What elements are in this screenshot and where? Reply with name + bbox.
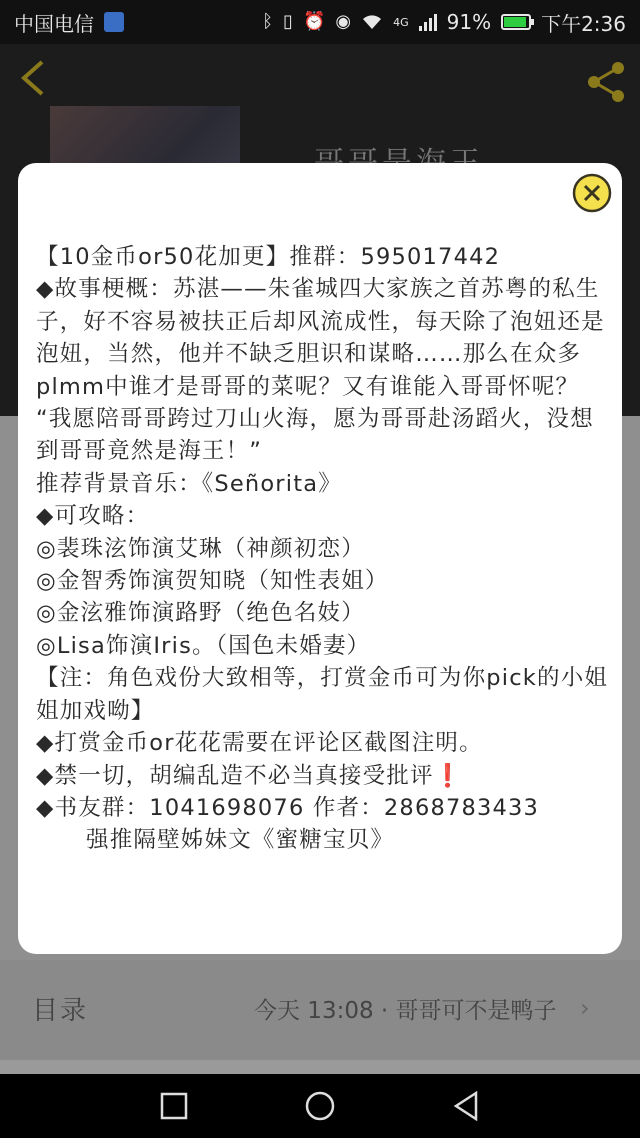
intro-line: ◎Lisa饰演Iris。（国色未婚妻） — [36, 632, 371, 659]
intro-line: 【10金币or50花加更】推群：595017442 — [36, 244, 501, 270]
eye-comfort-icon: ◉ — [335, 11, 352, 32]
status-bar — [0, 0, 640, 44]
home-button[interactable] — [302, 1088, 338, 1124]
app-notification-icon — [104, 12, 124, 32]
intro-line: ◆故事梗概：苏湛——朱雀城四大家族之首苏粤的私生子，好不容易被扶正后却风流成性，每天除了泡妞还是泡妞，当然，他并不缺乏胆识和谋略……那么在众多plmm中谁才是哥哥的菜呢？又有谁能入哥哥怀呢？ — [36, 276, 605, 400]
group-line: ◆书友群：1041698076 作者：2868783433 — [36, 794, 540, 821]
book-intro-dialog — [18, 163, 622, 954]
battery-icon — [501, 14, 531, 30]
intro-line: ◆打赏金币or花花需要在评论区截图注明。 — [36, 730, 483, 757]
battery-percent: 91% — [446, 10, 492, 34]
intro-line: ◆可攻略： — [36, 503, 150, 530]
intro-line: ◎金智秀饰演贺知晓（知性表姐） — [36, 568, 389, 595]
carrier-name: 中国电信 — [14, 11, 94, 36]
system-nav-bar — [0, 1074, 640, 1138]
close-circle-icon[interactable] — [572, 173, 612, 213]
clock: 下午2:36 — [541, 11, 626, 36]
alarm-icon: ⏰ — [302, 11, 326, 32]
wifi-icon — [361, 13, 383, 31]
catalog-label[interactable]: 目录 — [32, 996, 89, 1026]
battery-fill — [504, 17, 526, 27]
recommend-line: 强推隔壁姊妹文《蜜糖宝贝》 — [86, 827, 395, 854]
intro-line: 【注：角色戏份大致相等，打赏金币可为你pick的小姐姐加戏呦】 — [36, 665, 609, 724]
intro-line: ◎裴珠泫饰演艾琳（神颜初恋） — [36, 535, 365, 562]
share-icon[interactable] — [582, 58, 630, 106]
triangle-back-icon — [452, 1091, 480, 1121]
intro-line: ◆禁一切，胡编乱造不必当真接受批评 — [36, 762, 434, 789]
intro-line: ◎金泫雅饰演路野（绝色名妓） — [36, 600, 365, 627]
chevron-right-icon: › — [580, 994, 590, 1022]
bluetooth-icon: ᛒ — [262, 11, 274, 32]
back-button[interactable] — [448, 1088, 484, 1124]
network-type: 4G — [393, 15, 409, 29]
intro-line: 推荐背景音乐：《Señorita》 — [36, 470, 342, 497]
intro-line-with-alert — [36, 760, 611, 792]
status-right — [262, 8, 626, 37]
circle-icon — [304, 1090, 336, 1122]
exclamation-icon: ❗ — [433, 762, 463, 789]
status-left — [14, 8, 124, 37]
latest-chapter[interactable]: 今天 13:08 · 哥哥可不是鸭子 — [254, 998, 557, 1024]
vibrate-icon: ▯ — [283, 11, 293, 32]
signal-icon — [419, 13, 437, 31]
intro-line: “我愿陪哥哥跨过刀山火海，愿为哥哥赴汤蹈火，没想到哥哥竟然是海王！” — [36, 406, 594, 465]
recent-apps-button[interactable] — [156, 1088, 192, 1124]
square-icon — [160, 1092, 188, 1120]
book-intro-text — [36, 241, 611, 857]
back-arrow-icon[interactable] — [18, 58, 48, 98]
